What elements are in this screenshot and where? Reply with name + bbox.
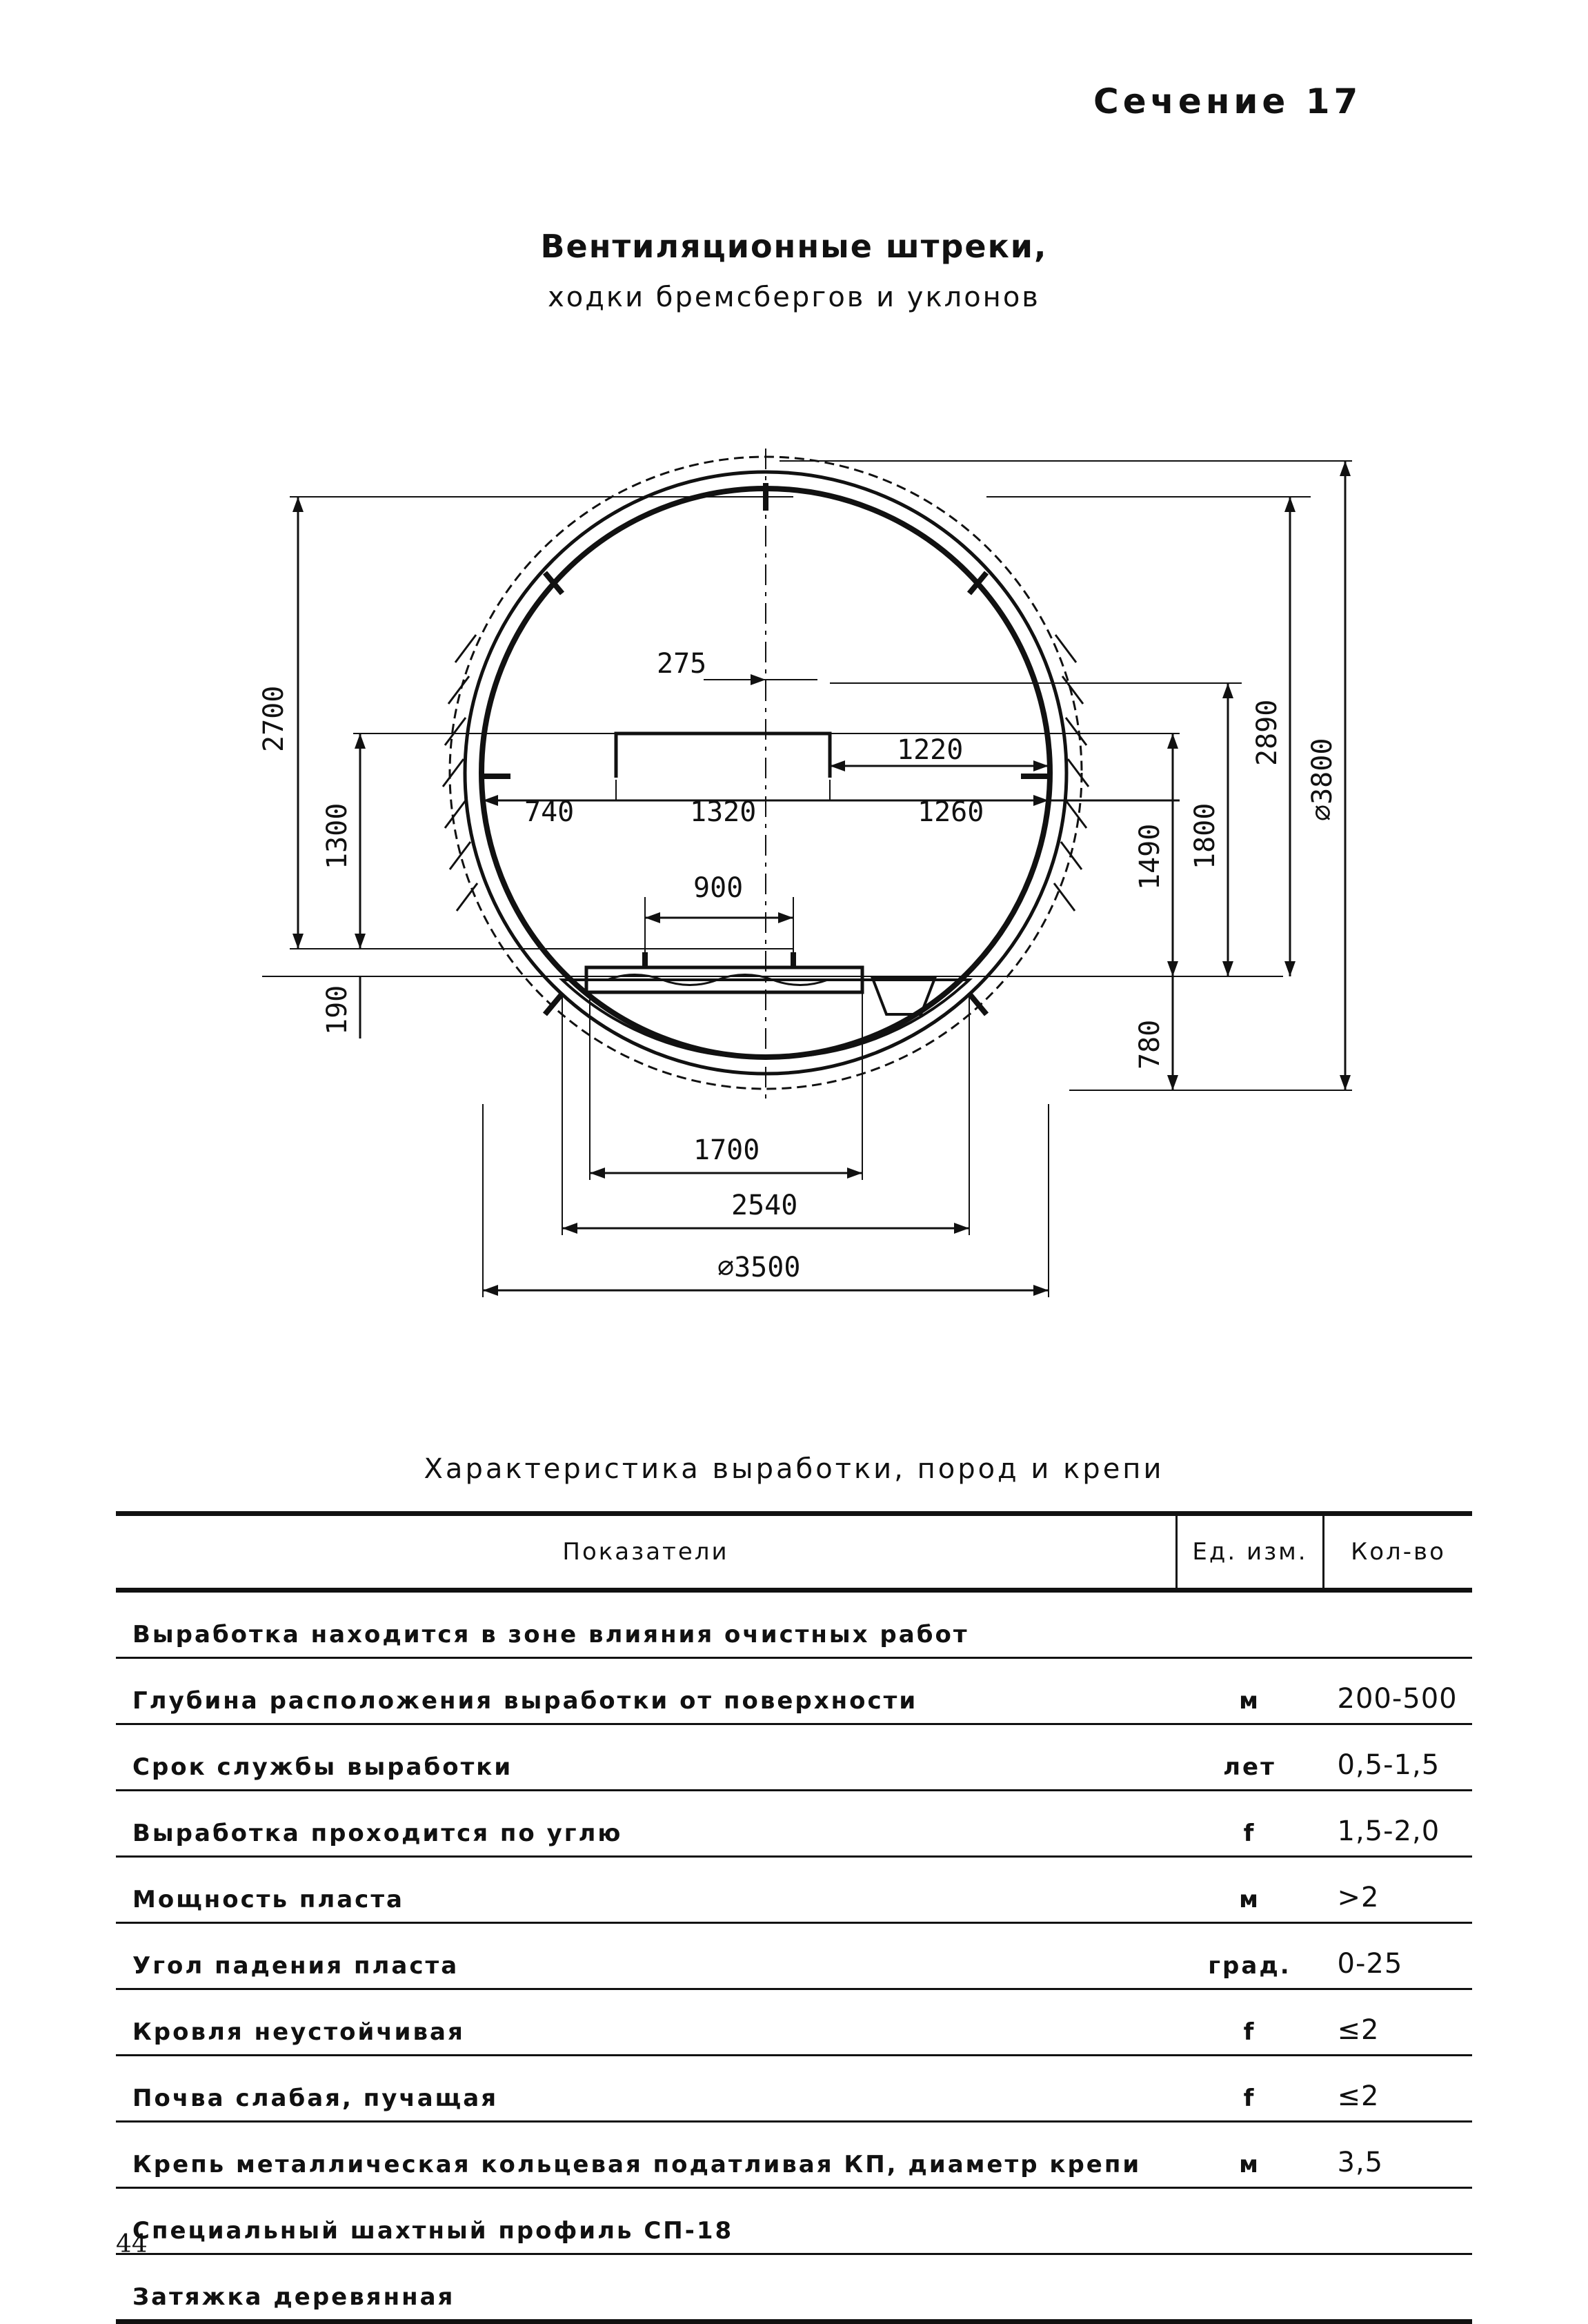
dim-1490: 1490 [1134, 823, 1166, 890]
row-label: Выработка проходится по углю [116, 1791, 1177, 1857]
row-value: 3,5 [1324, 2122, 1473, 2188]
dim-2700: 2700 [258, 685, 290, 752]
dim-190: 190 [321, 985, 353, 1035]
row-label: Кровля неустойчивая [116, 1989, 1177, 2056]
row-value: ≤2 [1324, 1989, 1473, 2056]
dim-1800: 1800 [1189, 802, 1221, 869]
dim-275: 275 [657, 648, 707, 680]
table-row [116, 1857, 1472, 1923]
page-number: 44 [116, 2230, 148, 2258]
table-title: Характеристика выработки, пород и крепи [424, 1453, 1164, 1485]
header-indicators: Показатели [116, 1514, 1177, 1591]
dim-1320: 1320 [690, 796, 757, 828]
table-row [116, 1791, 1472, 1857]
row-label: Мощность пласта [116, 1857, 1177, 1923]
table-row [116, 1989, 1472, 2056]
row-label: Специальный шахтный профиль СП-18 [116, 2188, 1177, 2254]
row-value: 1,5-2,0 [1324, 1791, 1473, 1857]
vehicle-envelope [616, 733, 830, 778]
header-quantity: Кол-во [1324, 1514, 1473, 1591]
row-label: Крепь металлическая кольцевая податливая КП, диаметр крепи [116, 2122, 1177, 2188]
table-row [116, 2188, 1472, 2254]
dim-1300: 1300 [321, 802, 353, 869]
table-row [116, 1923, 1472, 1989]
table-row [116, 1724, 1472, 1791]
dim-2540: 2540 [731, 1190, 798, 1221]
row-label: Глубина расположения выработки от поверхности [116, 1658, 1177, 1724]
row-value: ≤2 [1324, 2056, 1473, 2122]
table-row [116, 2122, 1472, 2188]
row-value [1324, 2254, 1473, 2322]
characteristics-table [116, 1511, 1472, 2324]
dim-1700: 1700 [693, 1134, 760, 1166]
row-unit: м [1177, 2122, 1324, 2188]
dim-740: 740 [524, 796, 575, 828]
row-unit: м [1177, 1658, 1324, 1724]
dim-2890: 2890 [1251, 699, 1283, 766]
dim-d3500: ⌀3500 [717, 1252, 801, 1283]
row-unit [1177, 2254, 1324, 2322]
row-value: 0-25 [1324, 1923, 1473, 1989]
row-value: >2 [1324, 1857, 1473, 1923]
row-unit: град. [1177, 1923, 1324, 1989]
dim-900: 900 [693, 872, 744, 904]
header-unit: Ед. изм. [1177, 1514, 1324, 1591]
table-row [116, 1658, 1472, 1724]
row-label: Почва слабая, пучащая [116, 2056, 1177, 2122]
dim-1260: 1260 [917, 796, 984, 828]
section-label: Сечение 17 [1093, 81, 1362, 121]
table-row [116, 2254, 1472, 2322]
row-unit [1177, 1591, 1324, 1658]
drawing-subtitle: ходки бремсбергов и уклонов [548, 282, 1040, 313]
row-unit: f [1177, 1989, 1324, 2056]
row-unit: f [1177, 2056, 1324, 2122]
row-unit: м [1177, 1857, 1324, 1923]
row-value: 0,5-1,5 [1324, 1724, 1473, 1791]
row-label: Угол падения пласта [116, 1923, 1177, 1989]
row-label: Затяжка деревянная [116, 2254, 1177, 2322]
row-value: 200-500 [1324, 1658, 1473, 1724]
row-unit: лет [1177, 1724, 1324, 1791]
row-value [1324, 1591, 1473, 1658]
dim-1220: 1220 [897, 734, 964, 766]
table-row [116, 2056, 1472, 2122]
row-label: Срок службы выработки [116, 1724, 1177, 1791]
row-value [1324, 2188, 1473, 2254]
dim-d3800: ⌀3800 [1307, 738, 1338, 821]
dim-780: 780 [1134, 1019, 1166, 1070]
row-unit [1177, 2188, 1324, 2254]
row-label: Выработка находится в зоне влияния очистных работ [116, 1591, 1177, 1658]
drawing-title: Вентиляционные штреки, [540, 228, 1048, 265]
table-row [116, 1591, 1472, 1658]
row-unit: f [1177, 1791, 1324, 1857]
